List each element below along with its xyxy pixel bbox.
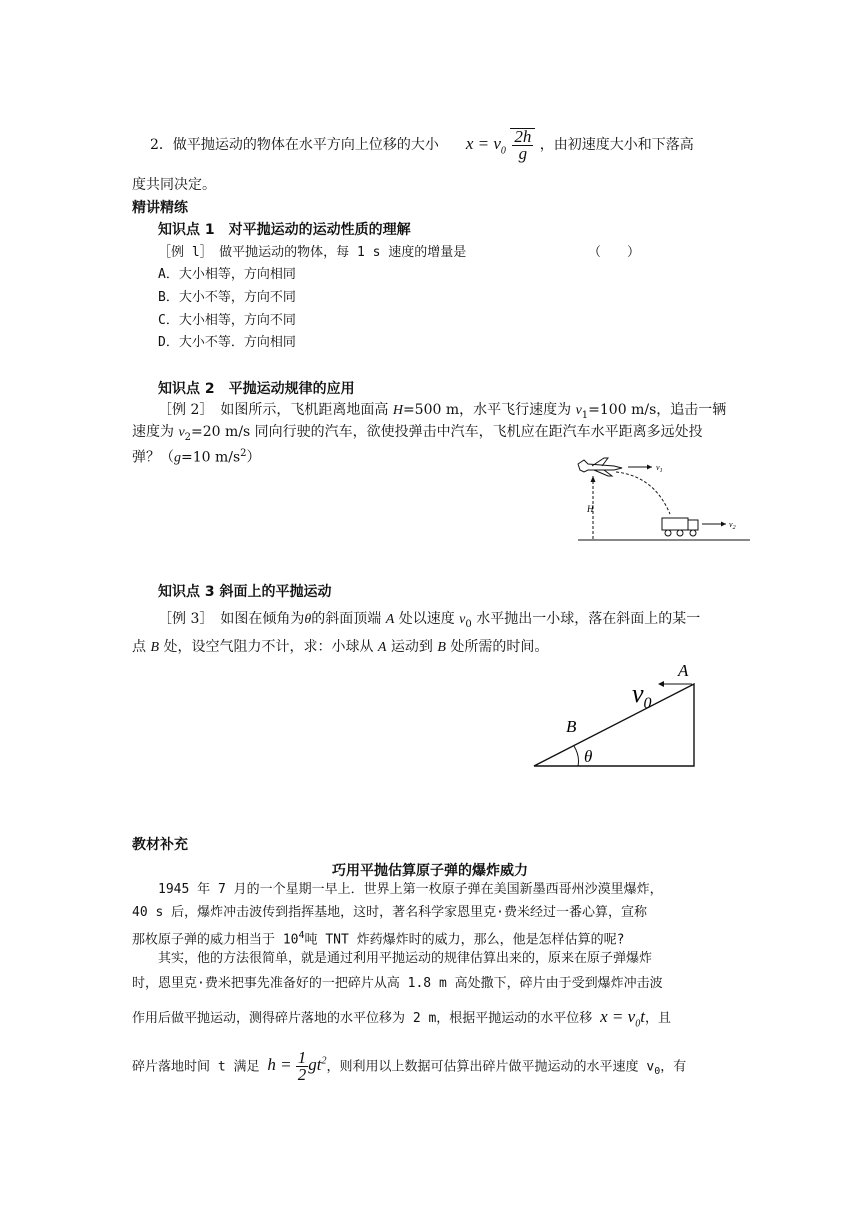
- k2-line1: ［例 2］ 如图所示，飞机距离地面高 H=500 m，水平飞行速度为 $v_1=100$ m/s，追击一辆: [158, 402, 727, 421]
- car-icon: [662, 518, 698, 536]
- k1-bracket: （ ）: [588, 245, 641, 260]
- theta-arc: [574, 746, 579, 766]
- k1-example: ［例 l］ 做平抛运动的物体，每 1 s 速度的增量是: [158, 245, 467, 260]
- article-line-6: 作用后做平抛运动，测得碎片落地的水平位移为 2 m，根据平抛运动的水平位移 $x = v_0t$，且: [132, 1007, 671, 1030]
- section-heading: 精讲精练: [132, 200, 188, 216]
- airplane-car-figure: [574, 454, 754, 544]
- label-H: H: [587, 504, 594, 514]
- para-formula-line: [150, 128, 694, 162]
- k1-option-c: C．大小相等，方向不同: [158, 313, 296, 328]
- label-v2: $v_2$: [729, 520, 736, 531]
- article-line-1: 1945 年 7 月的一个星期一早上．世界上第一枚原子弹在美国新墨西哥州沙漠里爆炸，: [158, 882, 663, 897]
- article-line-3: 那枚原子弹的威力相当于 $10^4$吨 TNT 炸药爆炸时的威力，那么，他是怎样估算的呢?: [132, 930, 625, 948]
- para-text: 2．做平抛运动的物体在水平方向上位移的大小: [150, 137, 439, 153]
- k1-option-a: A．大小相等，方向相同: [158, 267, 296, 282]
- fraction-2h-g: $\frac{2h}{g}$: [514, 127, 532, 163]
- label-B: B: [566, 717, 577, 736]
- incline-figure: [530, 656, 710, 770]
- k3-line2: 点 B 处，设空气阻力不计，求：小球从 A 运动到 B 处所需的时间。: [132, 639, 549, 655]
- formula-x-v: $x = v_0$: [465, 134, 506, 157]
- formula-h-half-gt2: h = $\frac{1}{2}$ $gt^2$: [267, 1048, 327, 1084]
- airplane-icon: [578, 458, 622, 476]
- label-A: A: [678, 661, 689, 680]
- article-line-7: 碎片落地时间 t 满足 h = $\frac{1}{2}$ $gt^2$，则利用以上数据可估算出碎片做平抛运动的水平速度 $v_0$，有: [132, 1048, 687, 1084]
- label-v0: $v_0$: [632, 679, 652, 712]
- article-line-4: 其实，他的方法很简单，就是通过利用平抛运动的规律估算出来的，原来在原子弹爆炸: [158, 951, 653, 966]
- para-cont: 度共同决定。: [132, 177, 216, 193]
- article-line-5: 时，恩里克·费米把事先准备好的一把碎片从高 1.8 m 高处撒下，碎片由于受到爆炸冲击波: [132, 976, 663, 991]
- para-text-end: ，由初速度大小和下落高: [539, 137, 694, 153]
- article-title: 巧用平抛估算原子弹的爆炸威力: [332, 863, 528, 879]
- k1-option-d: D．大小不等．方向相同: [158, 335, 296, 350]
- k2-title: 知识点 2 平抛运动规律的应用: [158, 381, 355, 397]
- section2-heading: 教材补充: [132, 837, 188, 853]
- k3-line1: ［例 3］ 如图在倾角为θ的斜面顶端 A 处以速度 $v_0$ 水平抛出一小球，落在斜面上的某一: [158, 611, 701, 630]
- formula-x-v0t: $x = v_0t$: [600, 1007, 645, 1030]
- incline-triangle: [534, 684, 694, 766]
- label-v1: $v_1$: [656, 463, 663, 474]
- sqrt-expression: [510, 128, 535, 162]
- bomb-trajectory: [616, 472, 670, 514]
- label-theta: θ: [584, 747, 593, 766]
- k2-line3: 弹？（g=10 $m/s^2$）: [132, 448, 261, 466]
- k1-option-b: B．大小不等，方向不同: [158, 290, 296, 305]
- article-line-2: 40 s 后，爆炸冲击波传到指挥基地，这时，著名科学家恩里克·费米经过一番心算，宣称: [132, 905, 647, 920]
- k2-line2: 速度为 $v_2=20$ m/s 同向行驶的汽车，欲使投弹击中汽车，飞机应在距汽车水平距离多远处投: [132, 424, 703, 443]
- k3-title: 知识点 3 斜面上的平抛运动: [158, 584, 332, 600]
- k1-title: 知识点 1 对平抛运动的运动性质的理解: [158, 222, 411, 238]
